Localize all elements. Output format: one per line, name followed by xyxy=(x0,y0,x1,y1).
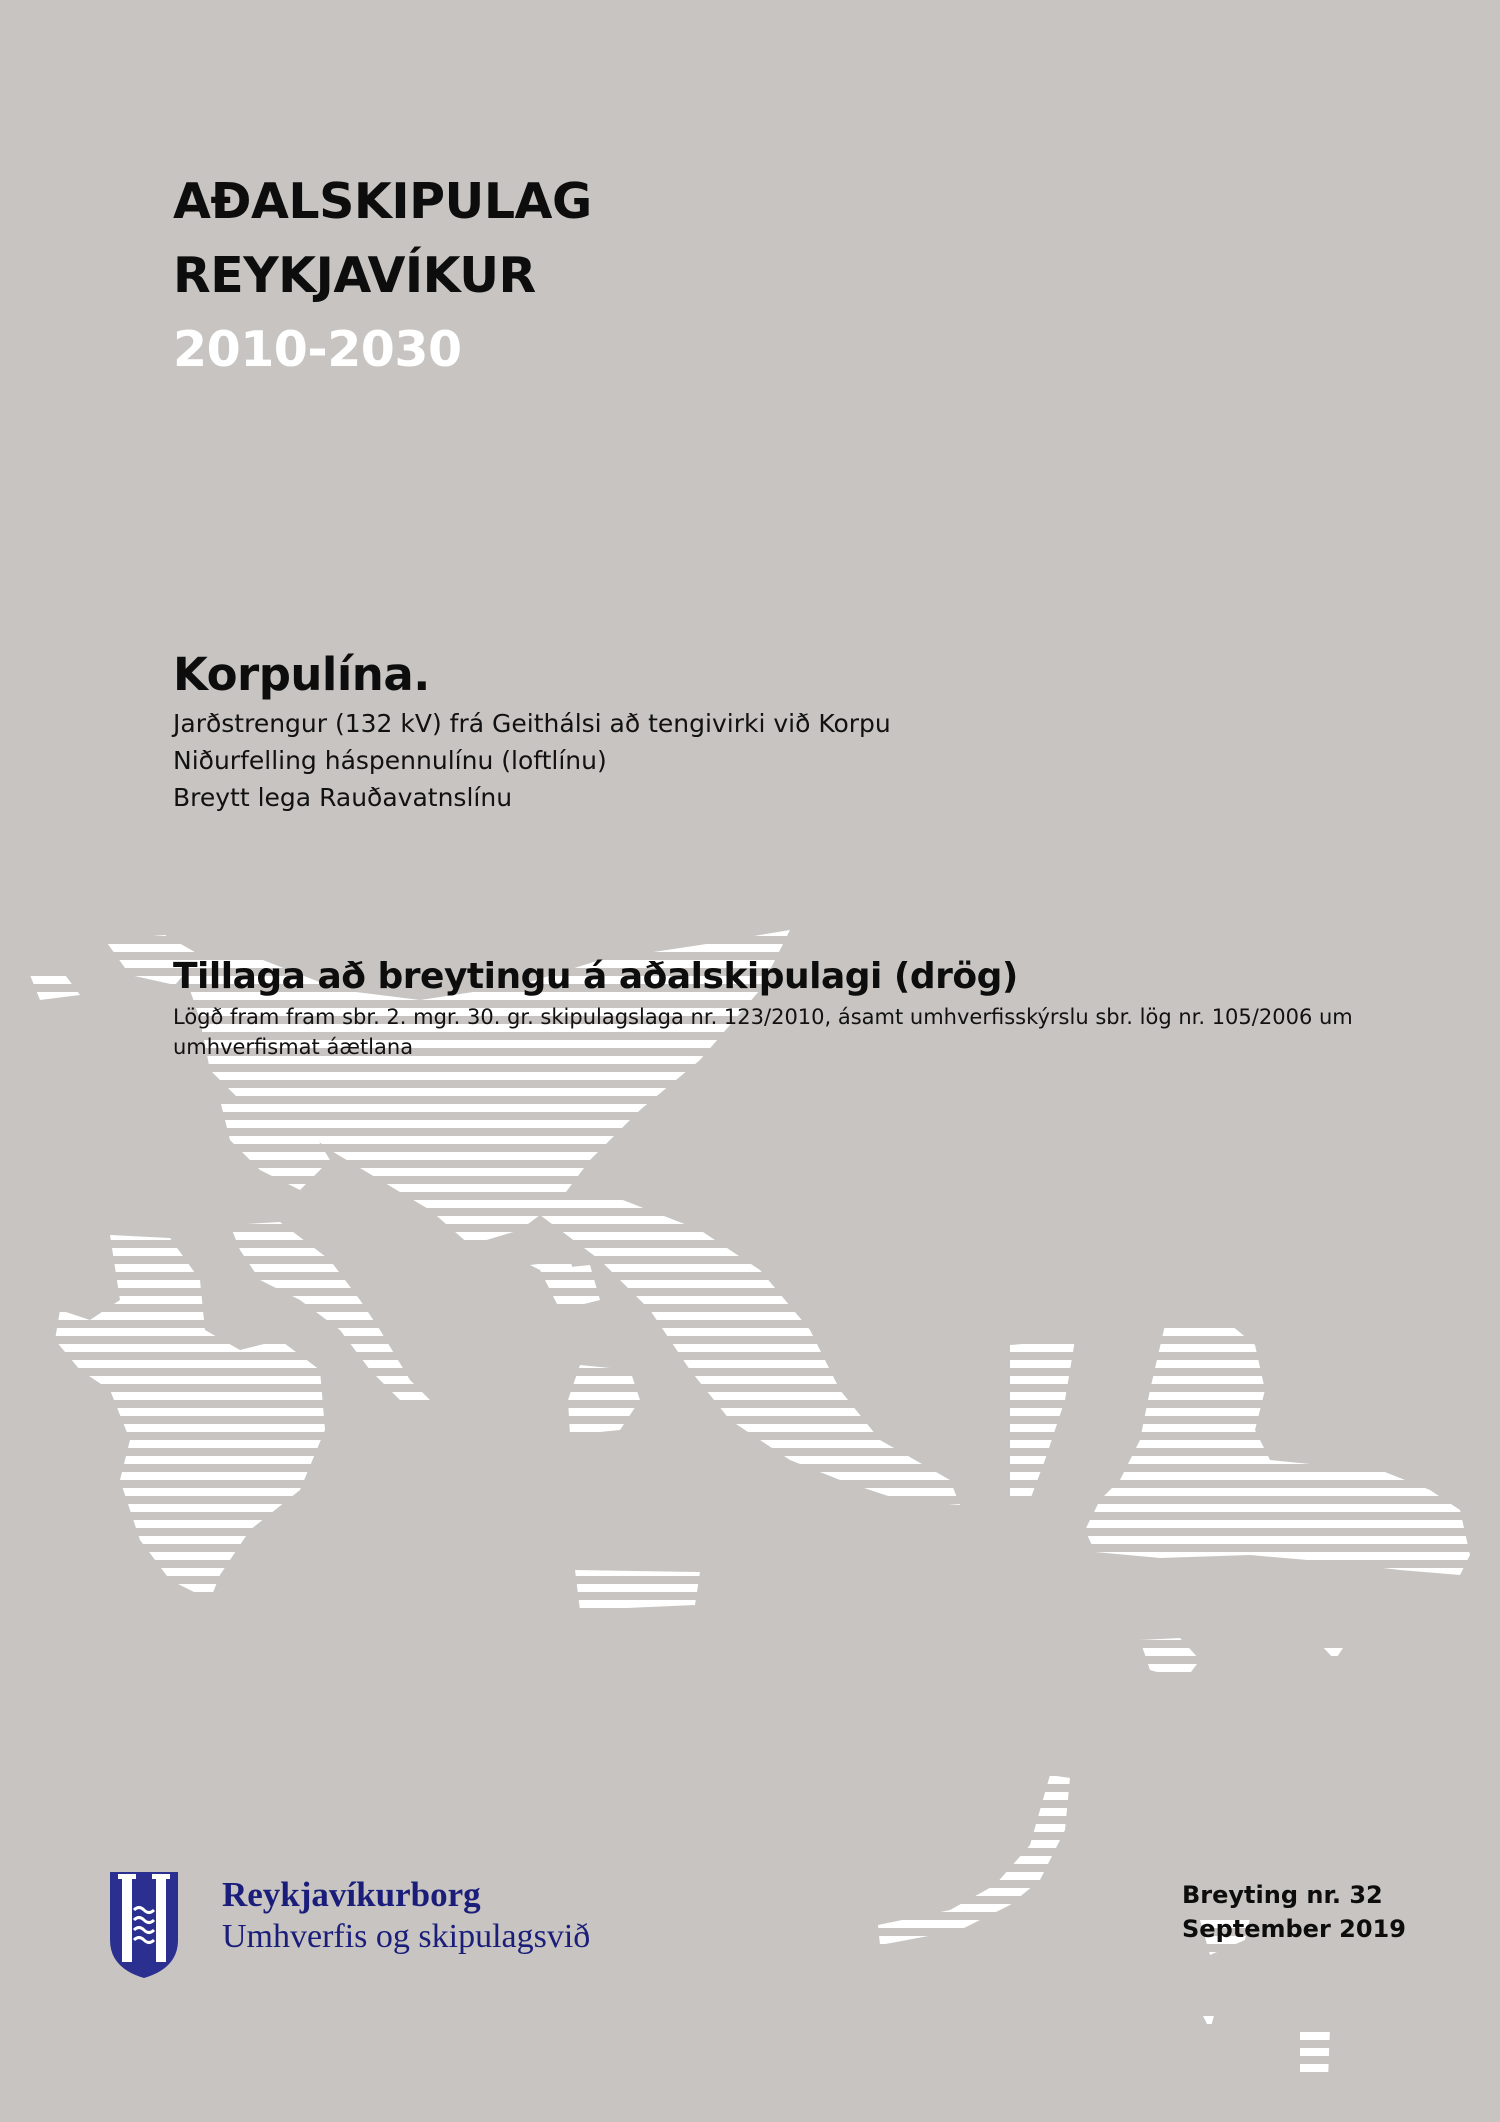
project-section xyxy=(173,645,891,816)
project-title: Korpulína. xyxy=(173,648,430,701)
revision-date: September 2019 xyxy=(1182,1915,1406,1943)
document-title-years: 2010-2030 xyxy=(173,321,462,378)
reykjavik-coat-of-arms-icon xyxy=(108,1870,180,1980)
proposal-section xyxy=(173,952,1373,1062)
project-line: Niðurfelling háspennulínu (loftlínu) xyxy=(173,746,607,775)
revision-block xyxy=(1182,1878,1406,1946)
project-line: Breytt lega Rauðavatnslínu xyxy=(173,783,513,812)
project-line: Jarðstrengur (132 kV) frá Geithálsi að tengivirki við Korpu xyxy=(173,709,891,738)
document-title-block xyxy=(173,165,592,387)
revision-number: Breyting nr. 32 xyxy=(1182,1881,1383,1909)
proposal-description: Lögð fram fram sbr. 2. mgr. 30. gr. skipulagslaga nr. 123/2010, ásamt umhverfisskýrslu sbr. lög nr. 105/2006 um umhverfismat áætlana xyxy=(173,1005,1353,1059)
document-title-line-2: REYKJAVÍKUR xyxy=(173,247,536,304)
document-title-line-1: AÐALSKIPULAG xyxy=(173,173,592,230)
organization-name: Reykjavíkurborg xyxy=(222,1875,481,1914)
organization-department: Umhverfis og skipulagsvið xyxy=(222,1918,591,1955)
proposal-title: Tillaga að breytingu á aðalskipulagi (drög) xyxy=(173,956,1018,997)
organization-block xyxy=(222,1874,590,1958)
